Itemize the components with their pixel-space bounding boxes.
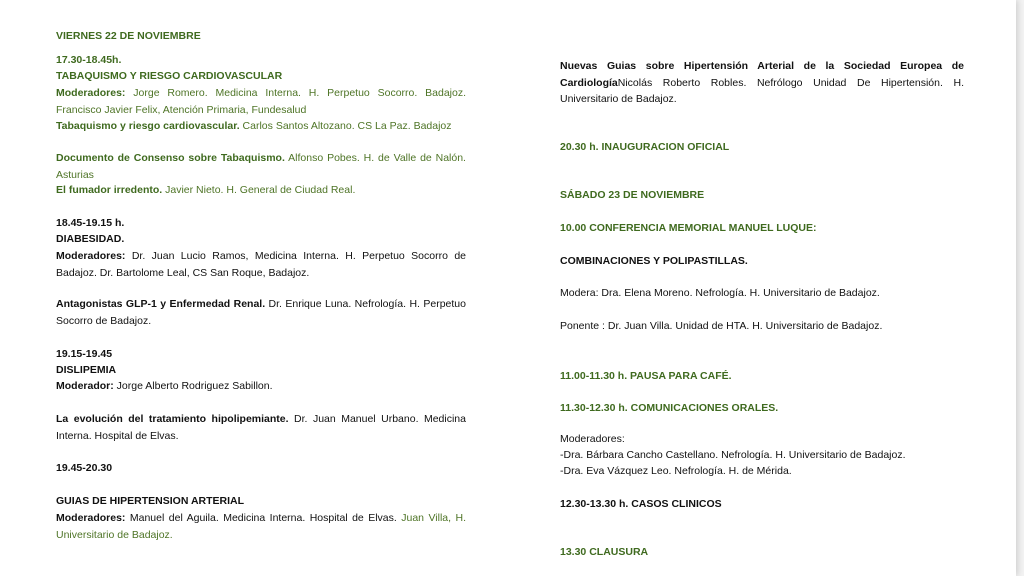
- conference-title: 10.00 CONFERENCIA MEMORIAL MANUEL LUQUE:: [560, 222, 817, 234]
- talk-paragraph: [56, 296, 466, 329]
- talk-title: El fumador irredento.: [56, 184, 163, 196]
- talk-paragraph: [56, 150, 466, 183]
- session-time: 19.45-20.30: [56, 462, 113, 474]
- talk-speaker: Javier Nieto. H. General de Ciudad Real.: [162, 184, 356, 196]
- moderators-label: Moderadores:: [56, 512, 126, 524]
- moderators-paragraph: [56, 510, 466, 543]
- moderators-text-green: Juan Villa, H. Universitario de Badajoz.: [56, 512, 466, 541]
- talk-title: La evolución del tratamiento hipolipemiante.: [56, 413, 289, 425]
- session-title: GUIAS DE HIPERTENSION ARTERIAL: [56, 495, 245, 507]
- moderators-text: Manuel del Aguila. Medicina Interna. Hospital de Elvas.: [125, 512, 397, 524]
- talk-title: Nuevas Guias sobre Hipertensión Arterial de la Sociedad Europea de Cardiología: [560, 60, 964, 89]
- coffee-break: 11.00-11.30 h. PAUSA PARA CAFÉ.: [560, 370, 732, 382]
- session-time: 18.45-19.15 h.: [56, 217, 125, 229]
- closing: 13.30 CLAUSURA: [560, 546, 649, 558]
- speaker-line: Ponente : Dr. Juan Villa. Unidad de HTA. H. Universitario de Badajoz.: [560, 320, 883, 332]
- moderators-paragraph: [56, 378, 466, 395]
- talk-speaker: Nicolás Roberto Robles. Nefrólogo Unidad De Hipertensión. H. Universitario de Badajoz.: [560, 76, 964, 105]
- talk-speaker: Alfonso Pobes. H. de Valle de Nalón. Asturias: [56, 152, 466, 181]
- moderators-paragraph: [56, 248, 466, 281]
- conference-topic: COMBINACIONES Y POLIPASTILLAS.: [560, 255, 748, 267]
- session-title: DISLIPEMIA: [56, 364, 117, 376]
- talk-paragraph: [560, 58, 964, 108]
- talk-speaker: Dr. Enrique Luna. Nefrología. H. Perpetuo Socorro de Badajoz.: [56, 298, 466, 327]
- session-time: 17.30-18.45h.: [56, 54, 122, 66]
- talk-paragraph: [56, 182, 466, 199]
- talk-title: Tabaquismo y riesgo cardiovascular.: [56, 120, 240, 132]
- moderator-line: -Dra. Bárbara Cancho Castellano. Nefrología. H. Universitario de Badajoz.: [560, 449, 906, 461]
- talk-paragraph: [56, 411, 466, 444]
- moderators-text: Jorge Romero. Medicina Interna. H. Perpetuo Socorro. Badajoz. Francisco Javier Felix, Atención Primaria, Fundesalud: [56, 87, 466, 116]
- inauguration: 20.30 h. INAUGURACION OFICIAL: [560, 141, 730, 153]
- moderators-paragraph: [56, 85, 466, 118]
- moderators-label: Moderadores:: [56, 250, 126, 262]
- day-title-friday: VIERNES 22 DE NOVIEMBRE: [56, 30, 201, 42]
- moderators-label: Moderadores:: [560, 433, 625, 445]
- moderator-line: -Dra. Eva Vázquez Leo. Nefrología. H. de Mérida.: [560, 465, 792, 477]
- session-time: 19.15-19.45: [56, 348, 113, 360]
- day-title-saturday: SÁBADO 23 DE NOVIEMBRE: [560, 189, 705, 201]
- clinical-cases: 12.30-13.30 h. CASOS CLINICOS: [560, 498, 722, 510]
- moderators-text: Jorge Alberto Rodriguez Sabillon.: [113, 380, 273, 392]
- talk-paragraph: [56, 118, 466, 135]
- moderator-line: Modera: Dra. Elena Moreno. Nefrología. H. Universitario de Badajoz.: [560, 287, 880, 299]
- talk-speaker: Carlos Santos Altozano. CS La Paz. Badajoz: [239, 120, 452, 132]
- session-title: TABAQUISMO Y RIESGO CARDIOVASCULAR: [56, 70, 283, 82]
- talk-speaker: Dr. Juan Manuel Urbano. Medicina Interna. Hospital de Elvas.: [56, 413, 466, 442]
- moderators-label: Moderadores:: [56, 87, 126, 99]
- moderators-label: Moderador:: [56, 380, 114, 392]
- oral-communications: 11.30-12.30 h. COMUNICACIONES ORALES.: [560, 402, 779, 414]
- moderators-text: Dr. Juan Lucio Ramos, Medicina Interna. H. Perpetuo Socorro de Badajoz. Dr. Bartolome Leal, CS San Roque, Badajoz.: [56, 250, 466, 279]
- talk-title: Documento de Consenso sobre Tabaquismo.: [56, 152, 285, 164]
- session-title: DIABESIDAD.: [56, 233, 125, 245]
- talk-title: Antagonistas GLP-1 y Enfermedad Renal.: [56, 298, 266, 310]
